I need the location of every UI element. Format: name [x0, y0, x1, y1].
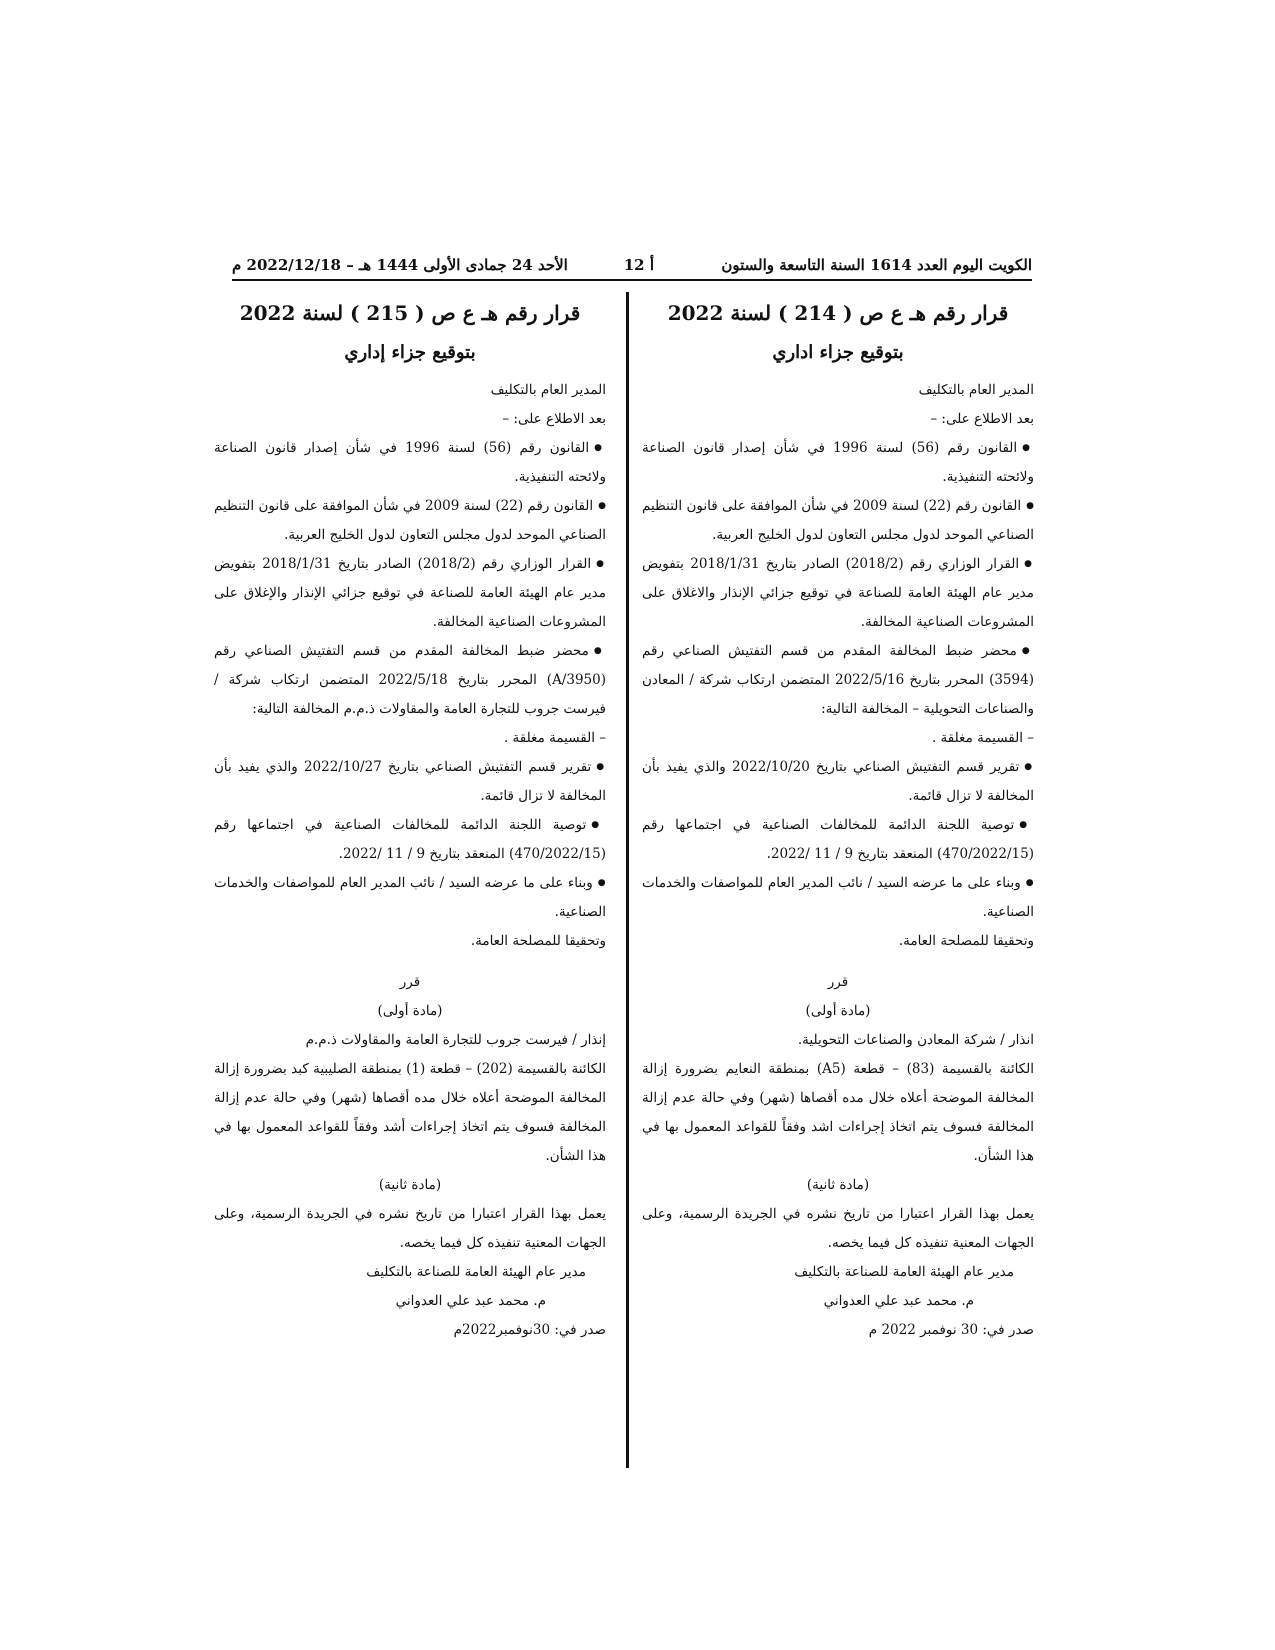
article-2-heading: (مادة ثانية) — [378, 1177, 442, 1193]
legal-basis-item: ● توصية اللجنة الدائمة للمخالفات الصناعية في اجتماعها رقم (470/2022/15) المنعقد بتاريخ 9 / 11 /2022. — [214, 811, 606, 869]
legal-basis-item: ● القانون رقم (56) لسنة 1996 في شأن إصدار قانون الصناعة ولائحته التنفيذية. — [642, 434, 1034, 492]
decision-subtitle: بتوقيع جزاء إداري — [344, 342, 476, 363]
decision-title: قرار رقم هـ ع ص ( 215 ) لسنة 2022 — [239, 301, 581, 325]
signatory-name: م. محمد عبد علي العدواني — [823, 1293, 974, 1309]
issuer: المدير العام بالتكليف — [918, 382, 1034, 398]
legal-basis-item: ● توصية اللجنة الدائمة للمخالفات الصناعية في اجتماعها رقم (470/2022/15) المنعقد بتاريخ 9 / 11 /2022. — [642, 811, 1034, 869]
violation: – القسيمة مغلقة . — [931, 730, 1034, 746]
article-2-heading: (مادة ثانية) — [806, 1177, 870, 1193]
article-1-line: الكائنة بالقسيمة (202) – قطعة (1) بمنطقة الصليبية كبد بضرورة إزالة المخالفة الموضحة أعلاه خلال مده أقصاها (شهر) وفي حالة عدم إزالة المخالفة فسوف يتم اتخاذ إجراءات أشد وفقاً للقواعد المعمول بها في هذا الشأن. — [214, 1061, 606, 1164]
after-review: بعد الاطلاع على: – — [502, 411, 606, 427]
signatory-title: مدير عام الهيئة العامة للصناعة بالتكليف — [366, 1264, 586, 1280]
signatory-title: مدير عام الهيئة العامة للصناعة بالتكليف — [794, 1264, 1014, 1280]
decision-subtitle: بتوقيع جزاء اداري — [772, 342, 904, 363]
issue-date: الأحد 24 جمادى الأولى 1444 هـ – 2022/12/18 م — [232, 256, 568, 274]
article-1-line: انذار / شركة المعادن والصناعات التحويلية. — [797, 1032, 1034, 1048]
decision-215 — [214, 296, 606, 1345]
legal-basis-item: ● القانون رقم (56) لسنة 1996 في شأن إصدار قانون الصناعة ولائحته التنفيذية. — [214, 434, 606, 492]
public-interest: وتحقيقا للمصلحة العامة. — [898, 933, 1034, 949]
violation: – القسيمة مغلقة . — [503, 730, 606, 746]
legal-basis-item: ● القرار الوزاري رقم (2018/2) الصادر بتاريخ 2018/1/31 بتفويض مدير عام الهيئة العامة للصناعة في توقيع جزائي الإنذار والإغلاق على المشروعات الصناعية المخالفة. — [214, 550, 606, 637]
legal-basis-item: ● القرار الوزاري رقم (2018/2) الصادر بتاريخ 2018/1/31 بتفويض مدير عام الهيئة العامة للصناعة في توقيع جزائي الإنذار والاغلاق على المشروعات الصناعية المخالفة. — [642, 550, 1034, 637]
decision-214 — [642, 296, 1034, 1345]
issuer: المدير العام بالتكليف — [490, 382, 606, 398]
header-rule — [232, 279, 1032, 281]
article-1-heading: (مادة أولى) — [805, 1003, 871, 1019]
legal-basis-item: ● وبناء على ما عرضه السيد / نائب المدير العام للمواصفات والخدمات الصناعية. — [642, 869, 1034, 927]
page-number: أ 12 — [623, 256, 654, 274]
article-2-text: يعمل بهذا القرار اعتبارا من تاريخ نشره في الجريدة الرسمية، وعلى الجهات المعنية تنفيذه كل فيما يخصه. — [642, 1206, 1034, 1251]
decided-heading: قرر — [827, 974, 849, 990]
article-1-line: إنذار / فيرست جروب للتجارة العامة والمقاولات ذ.م.م — [305, 1032, 606, 1048]
issue-date-line: صدر في: 30نوفمبر2022م — [453, 1322, 606, 1338]
legal-basis-item: ● تقرير قسم التفتيش الصناعي بتاريخ 2022/10/27 والذي يفيد بأن المخالفة لا تزال قائمة. — [214, 753, 606, 811]
gazette-issue: الكويت اليوم العدد 1614 السنة التاسعة والستون — [721, 256, 1032, 274]
legal-basis-item: ● تقرير قسم التفتيش الصناعي بتاريخ 2022/10/20 والذي يفيد بأن المخالفة لا تزال قائمة. — [642, 753, 1034, 811]
issue-date-line: صدر في: 30 نوفمبر 2022 م — [868, 1322, 1034, 1338]
legal-basis-item: ● محضر ضبط المخالفة المقدم من قسم التفتيش الصناعي رقم (3594) المحرر بتاريخ 2022/5/16 المتضمن ارتكاب شركة / المعادن والصناعات التحويلية – المخالفة التالية: — [642, 637, 1034, 724]
column-divider — [626, 292, 629, 1468]
legal-basis-item: ● القانون رقم (22) لسنة 2009 في شأن الموافقة على قانون التنظيم الصناعي الموحد لدول مجلس التعاون لدول الخليج العربية. — [642, 492, 1034, 550]
decided-heading: قرر — [399, 974, 421, 990]
page-header — [232, 253, 1032, 279]
decision-title: قرار رقم هـ ع ص ( 214 ) لسنة 2022 — [667, 301, 1009, 325]
legal-basis-item: ● القانون رقم (22) لسنة 2009 في شأن الموافقة على قانون التنظيم الصناعي الموحد لدول مجلس التعاون لدول الخليج العربية. — [214, 492, 606, 550]
signatory-name: م. محمد عبد علي العدواني — [395, 1293, 546, 1309]
article-1-heading: (مادة أولى) — [377, 1003, 443, 1019]
legal-basis-item: ● وبناء على ما عرضه السيد / نائب المدير العام للمواصفات والخدمات الصناعية. — [214, 869, 606, 927]
article-2-text: يعمل بهذا القرار اعتبارا من تاريخ نشره في الجريدة الرسمية، وعلى الجهات المعنية تنفيذه كل فيما يخصه. — [214, 1206, 606, 1251]
after-review: بعد الاطلاع على: – — [930, 411, 1034, 427]
public-interest: وتحقيقا للمصلحة العامة. — [470, 933, 606, 949]
article-1-line: الكائنة بالقسيمة (83) – قطعة (A5) بمنطقة النعايم بضرورة إزالة المخالفة الموضحة أعلاه خلال مده أقصاها (شهر) وفي حالة عدم إزالة المخالفة فسوف يتم اتخاذ إجراءات اشد وفقاً للقواعد المعمول بها في هذا الشأن. — [642, 1061, 1035, 1164]
legal-basis-item: ● محضر ضبط المخالفة المقدم من قسم التفتيش الصناعي رقم (A/3950) المحرر بتاريخ 2022/5/18 المتضمن ارتكاب شركة / فيرست جروب للتجارة العامة والمقاولات ذ.م.م المخالفة التالية: — [214, 637, 606, 724]
